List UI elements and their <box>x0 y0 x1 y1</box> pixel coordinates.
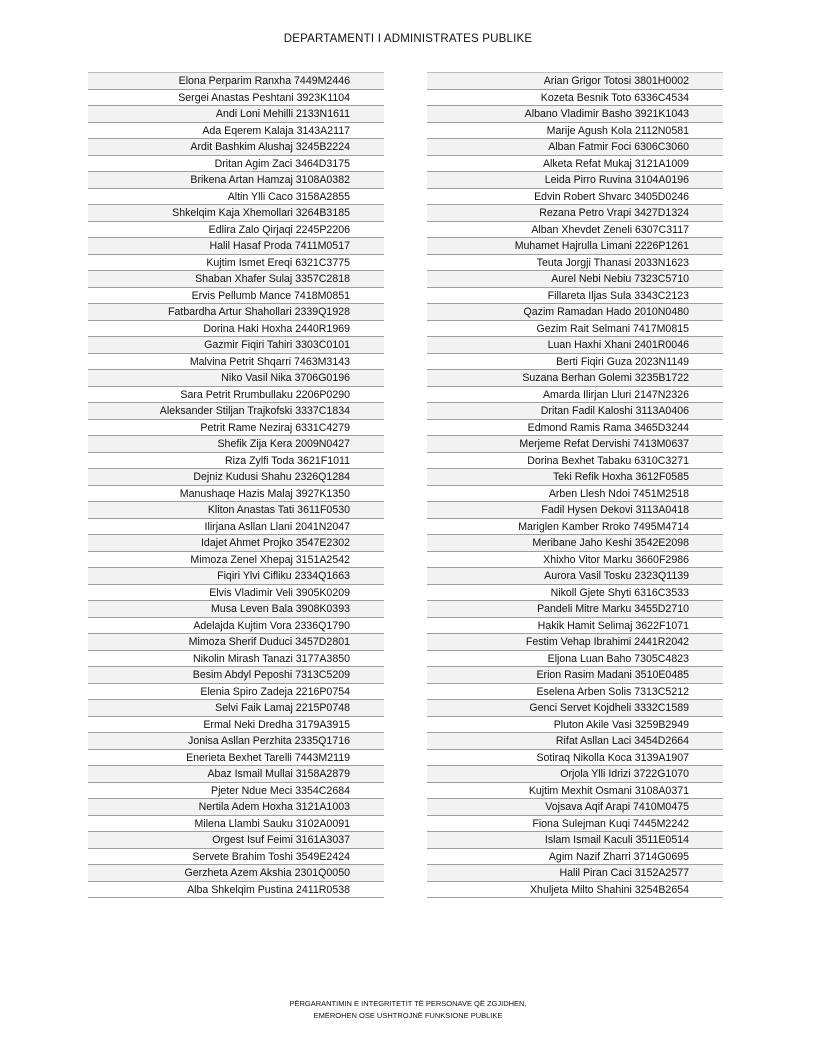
list-item: Marije Agush Kola 2112N0581 <box>427 123 723 140</box>
list-item: Erion Rasim Madani 3510E0485 <box>427 667 723 684</box>
list-item: Orjola Ylli Idrizi 3722G1070 <box>427 766 723 783</box>
list-item: Mariglen Kamber Rroko 7495M4714 <box>427 519 723 536</box>
list-item: Aurora Vasil Tosku 2323Q1139 <box>427 568 723 585</box>
list-item: Besim Abdyl Peposhi 7313C5209 <box>88 667 384 684</box>
list-item: Edlira Zalo Qirjaqi 2245P2206 <box>88 222 384 239</box>
list-item: Teuta Jorgji Thanasi 2033N1623 <box>427 255 723 272</box>
list-item: Festim Vehap Ibrahimi 2441R2042 <box>427 634 723 651</box>
list-item: Nikoll Gjete Shyti 6316C3533 <box>427 585 723 602</box>
list-item: Orgest Isuf Feimi 3161A3037 <box>88 832 384 849</box>
list-item: Sergei Anastas Peshtani 3923K1104 <box>88 90 384 107</box>
list-item: Fiqiri Ylvi Cifliku 2334Q1663 <box>88 568 384 585</box>
list-item: Vojsava Aqif Arapi 7410M0475 <box>427 799 723 816</box>
list-item: Genci Servet Kojdheli 3332C1589 <box>427 700 723 717</box>
list-item: Elona Perparim Ranxha 7449M2446 <box>88 73 384 90</box>
list-item: Adelajda Kujtim Vora 2336Q1790 <box>88 618 384 635</box>
list-item: Halil Piran Caci 3152A2577 <box>427 865 723 882</box>
list-item: Teki Refik Hoxha 3612F0585 <box>427 469 723 486</box>
list-item: Amarda Ilirjan Lluri 2147N2326 <box>427 387 723 404</box>
list-item: Xhuljeta Milto Shahini 3254B2654 <box>427 882 723 899</box>
list-item: Agim Nazif Zharri 3714G0695 <box>427 849 723 866</box>
list-item: Merjeme Refat Dervishi 7413M0637 <box>427 436 723 453</box>
list-item: Elvis Vladimir Veli 3905K0209 <box>88 585 384 602</box>
list-item: Manushaqe Hazis Malaj 3927K1350 <box>88 486 384 503</box>
list-item: Kujtim Mexhit Osmani 3108A0371 <box>427 783 723 800</box>
list-item: Shaban Xhafer Sulaj 3357C2818 <box>88 271 384 288</box>
list-item: Meribane Jaho Keshi 3542E2098 <box>427 535 723 552</box>
list-item: Hakik Hamit Selimaj 3622F1071 <box>427 618 723 635</box>
list-item: Fadil Hysen Dekovi 3113A0418 <box>427 502 723 519</box>
list-item: Nikolin Mirash Tanazi 3177A3850 <box>88 651 384 668</box>
list-item: Elenia Spiro Zadeja 2216P0754 <box>88 684 384 701</box>
list-item: Ada Eqerem Kalaja 3143A2117 <box>88 123 384 140</box>
list-item: Idajet Ahmet Projko 3547E2302 <box>88 535 384 552</box>
list-item: Albano Vladimir Basho 3921K1043 <box>427 106 723 123</box>
list-item: Fillareta Iljas Sula 3343C2123 <box>427 288 723 305</box>
list-item: Pluton Akile Vasi 3259B2949 <box>427 717 723 734</box>
list-item: Nertila Adem Hoxha 3121A1003 <box>88 799 384 816</box>
list-item: Milena Llambi Sauku 3102A0091 <box>88 816 384 833</box>
list-item: Eselena Arben Solis 7313C5212 <box>427 684 723 701</box>
list-item: Gerzheta Azem Akshia 2301Q0050 <box>88 865 384 882</box>
list-item: Kujtim Ismet Ereqi 6321C3775 <box>88 255 384 272</box>
list-item: Berti Fiqiri Guza 2023N1149 <box>427 354 723 371</box>
list-item: Sotiraq Nikolla Koca 3139A1907 <box>427 750 723 767</box>
list-item: Pandeli Mitre Marku 3455D2710 <box>427 601 723 618</box>
list-item: Andi Loni Mehilli 2133N1611 <box>88 106 384 123</box>
list-item: Dorina Haki Hoxha 2440R1969 <box>88 321 384 338</box>
list-item: Selvi Faik Lamaj 2215P0748 <box>88 700 384 717</box>
list-item: Halil Hasaf Proda 7411M0517 <box>88 238 384 255</box>
page-title: DEPARTAMENTI I ADMINISTRATES PUBLIKE <box>283 33 533 45</box>
list-item: Qazim Ramadan Hado 2010N0480 <box>427 304 723 321</box>
list-item: Mimoza Zenel Xhepaj 3151A2542 <box>88 552 384 569</box>
list-item: Xhixho Vitor Marku 3660F2986 <box>427 552 723 569</box>
list-item: Suzana Berhan Golemi 3235B1722 <box>427 370 723 387</box>
list-item: Arian Grigor Totosi 3801H0002 <box>427 73 723 90</box>
list-item: Edmond Ramis Rama 3465D3244 <box>427 420 723 437</box>
list-item: Dorina Bexhet Tabaku 6310C3271 <box>427 453 723 470</box>
list-item: Petrit Rame Neziraj 6331C4279 <box>88 420 384 437</box>
list-item: Gezim Rait Selmani 7417M0815 <box>427 321 723 338</box>
list-item: Altin Ylli Caco 3158A2855 <box>88 189 384 206</box>
list-item: Fatbardha Artur Shahollari 2339Q1928 <box>88 304 384 321</box>
list-item: Abaz Ismail Mullai 3158A2879 <box>88 766 384 783</box>
list-item: Kliton Anastas Tati 3611F0530 <box>88 502 384 519</box>
list-item: Fiona Sulejman Kuqi 7445M2242 <box>427 816 723 833</box>
list-item: Ervis Pellumb Mance 7418M0851 <box>88 288 384 305</box>
list-item: Arben Llesh Ndoi 7451M2518 <box>427 486 723 503</box>
list-item: Kozeta Besnik Toto 6336C4534 <box>427 90 723 107</box>
footer-line-2: EMËROHEN OSE USHTROJNË FUNKSIONE PUBLIKE <box>313 1011 503 1020</box>
right-name-list <box>427 72 723 898</box>
list-item: Dejniz Kudusi Shahu 2326Q1284 <box>88 469 384 486</box>
list-item: Ardit Bashkim Alushaj 3245B2224 <box>88 139 384 156</box>
list-item: Aleksander Stiljan Trajkofski 3337C1834 <box>88 403 384 420</box>
list-item: Alban Xhevdet Zeneli 6307C3117 <box>427 222 723 239</box>
list-item: Ermal Neki Dredha 3179A3915 <box>88 717 384 734</box>
list-item: Gazmir Fiqiri Tahiri 3303C0101 <box>88 337 384 354</box>
list-item: Eljona Luan Baho 7305C4823 <box>427 651 723 668</box>
list-item: Alba Shkelqim Pustina 2411R0538 <box>88 882 384 899</box>
list-item: Shkelqim Kaja Xhemollari 3264B3185 <box>88 205 384 222</box>
list-item: Aurel Nebi Nebiu 7323C5710 <box>427 271 723 288</box>
list-item: Riza Zylfi Toda 3621F1011 <box>88 453 384 470</box>
list-item: Alban Fatmir Foci 6306C3060 <box>427 139 723 156</box>
list-item: Dritan Agim Zaci 3464D3175 <box>88 156 384 173</box>
list-item: Musa Leven Bala 3908K0393 <box>88 601 384 618</box>
list-item: Shefik Zija Kera 2009N0427 <box>88 436 384 453</box>
list-item: Rezana Petro Vrapi 3427D1324 <box>427 205 723 222</box>
list-item: Alketa Refat Mukaj 3121A1009 <box>427 156 723 173</box>
list-item: Rifat Asllan Laci 3454D2664 <box>427 733 723 750</box>
list-item: Enerieta Bexhet Tarelli 7443M2119 <box>88 750 384 767</box>
list-item: Mimoza Sherif Duduci 3457D2801 <box>88 634 384 651</box>
list-item: Islam Ismail Kaculi 3511E0514 <box>427 832 723 849</box>
list-item: Sara Petrit Rrumbullaku 2206P0290 <box>88 387 384 404</box>
list-item: Luan Haxhi Xhani 2401R0046 <box>427 337 723 354</box>
list-item: Brikena Artan Hamzaj 3108A0382 <box>88 172 384 189</box>
list-item: Ilirjana Asllan Llani 2041N2047 <box>88 519 384 536</box>
left-name-list <box>88 72 384 898</box>
list-item: Muhamet Hajrulla Limani 2226P1261 <box>427 238 723 255</box>
list-item: Niko Vasil Nika 3706G0196 <box>88 370 384 387</box>
list-item: Leida Pirro Ruvina 3104A0196 <box>427 172 723 189</box>
list-item: Pjeter Ndue Meci 3354C2684 <box>88 783 384 800</box>
list-item: Malvina Petrit Shqarri 7463M3143 <box>88 354 384 371</box>
list-item: Dritan Fadil Kaloshi 3113A0406 <box>427 403 723 420</box>
list-item: Edvin Robert Shvarc 3405D0246 <box>427 189 723 206</box>
list-item: Servete Brahim Toshi 3549E2424 <box>88 849 384 866</box>
page-footer <box>0 998 816 1022</box>
list-item: Jonisa Asllan Perzhita 2335Q1716 <box>88 733 384 750</box>
footer-line-1: PËRGARANTIMIN E INTEGRITETIT TË PERSONAVE QË ZGJIDHEN, <box>289 999 527 1008</box>
